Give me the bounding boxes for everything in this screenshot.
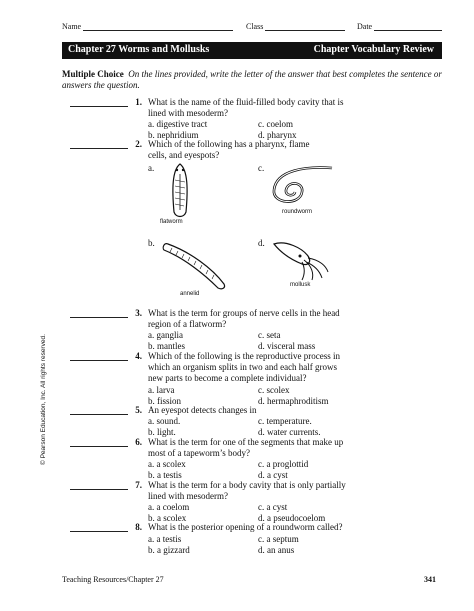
class-field (246, 21, 345, 31)
option-d: d. visceral mass (258, 341, 316, 351)
question-number: 8. (135, 522, 142, 532)
option-a: a. digestive tract (148, 119, 208, 129)
answer-blank-8[interactable] (70, 531, 128, 532)
option-a: a. ganglia (148, 330, 183, 340)
section-heading: Multiple Choice (62, 69, 124, 79)
option-d: d. a pseudocoelom (258, 513, 326, 523)
option-b: b. fission (148, 396, 182, 406)
question-stem: Which of the following is the reproductive process in which an organism splits in two and each half grows new parts to become a complete individual? (148, 351, 340, 383)
option-c: c. seta (258, 330, 281, 340)
mollusk-label: mollusk (290, 282, 311, 288)
option-c: c. coelom (258, 119, 293, 129)
flatworm-drawing (160, 160, 200, 220)
question-number: 4. (135, 351, 142, 361)
question-number: 5. (135, 405, 142, 415)
name-field (62, 21, 233, 31)
name-label: Name (62, 22, 82, 31)
class-blank[interactable] (265, 21, 345, 31)
annelid-drawing (160, 238, 230, 294)
chapter-banner (62, 42, 442, 59)
question-stem: What is the posterior opening of a roundworm called? (148, 522, 343, 532)
option-b: b. a gizzard (148, 545, 190, 555)
answer-blank-3[interactable] (70, 317, 128, 318)
annelid-label: annelid (180, 291, 200, 297)
question-stem: What is the term for groups of nerve cells in the head region of a flatworm? (148, 308, 340, 329)
roundworm-label: roundworm (282, 209, 313, 215)
answer-blank-6[interactable] (70, 446, 128, 447)
option-b: b. light. (148, 427, 176, 437)
option-b: b. a scolex (148, 513, 187, 523)
answer-blank-1[interactable] (70, 106, 128, 107)
question-number: 2. (135, 139, 142, 149)
option-a: a. a coelom (148, 502, 190, 512)
option-c: c. scolex (258, 385, 290, 395)
date-label: Date (357, 22, 373, 31)
figure-letter-d: d. (258, 238, 265, 248)
option-c: c. a cyst (258, 502, 288, 512)
date-field (357, 21, 442, 31)
option-c: c. a septum (258, 534, 299, 544)
option-b: b. nephridium (148, 130, 199, 140)
answer-blank-5[interactable] (70, 414, 128, 415)
answer-blank-4[interactable] (70, 360, 128, 361)
name-blank[interactable] (83, 21, 233, 31)
option-d: d. water currents. (258, 427, 321, 437)
option-a: a. a scolex (148, 459, 186, 469)
figure-letter-b: b. (148, 238, 155, 248)
option-a: a. a testis (148, 534, 182, 544)
question-stem: What is the term for a body cavity that is only partially lined with mesoderm? (148, 480, 346, 501)
option-d: d. an anus (258, 545, 295, 555)
option-b: b. mantles (148, 341, 185, 351)
date-blank[interactable] (374, 21, 442, 31)
option-a: a. larva (148, 385, 175, 395)
class-label: Class (246, 22, 264, 31)
roundworm-drawing (266, 162, 336, 210)
instructions-text: On the lines provided, write the letter of the answer that best completes the sentence or answers the question. (62, 69, 442, 90)
section-title: Chapter Vocabulary Review (313, 44, 434, 55)
flatworm-label: flatworm (160, 219, 183, 225)
option-c: c. temperature. (258, 416, 312, 426)
figure-letter-a: a. (148, 163, 155, 173)
option-d: d. a cyst (258, 470, 288, 480)
option-c: c. a proglottid (258, 459, 309, 469)
question-stem: What is the term for one of the segments that make up most of a tapeworm’s body? (148, 437, 344, 458)
question-number: 3. (135, 308, 142, 318)
answer-blank-7[interactable] (70, 489, 128, 490)
chapter-title: Chapter 27 Worms and Mollusks (68, 44, 210, 55)
question-stem: Which of the following has a pharynx, flame cells, and eyespots? (148, 139, 310, 160)
mollusk-drawing (268, 236, 332, 282)
question-number: 1. (135, 97, 142, 107)
option-d: d. hermaphroditism (258, 396, 329, 406)
question-number: 6. (135, 437, 142, 447)
footer-source: Teaching Resources/Chapter 27 (62, 575, 164, 584)
option-b: b. a testis (148, 470, 182, 480)
option-d: d. pharynx (258, 130, 297, 140)
answer-blank-2[interactable] (70, 148, 128, 149)
instructions (62, 69, 447, 91)
copyright-notice: © Pearson Education, Inc. All rights reserved. (40, 334, 47, 465)
question-stem: What is the name of the fluid-filled body cavity that is lined with mesoderm? (148, 97, 344, 118)
question-number: 7. (135, 480, 142, 490)
question-stem: An eyespot detects changes in (148, 405, 257, 415)
option-a: a. sound. (148, 416, 181, 426)
page-number: 341 (424, 575, 436, 584)
figure-letter-c: c. (258, 163, 265, 173)
